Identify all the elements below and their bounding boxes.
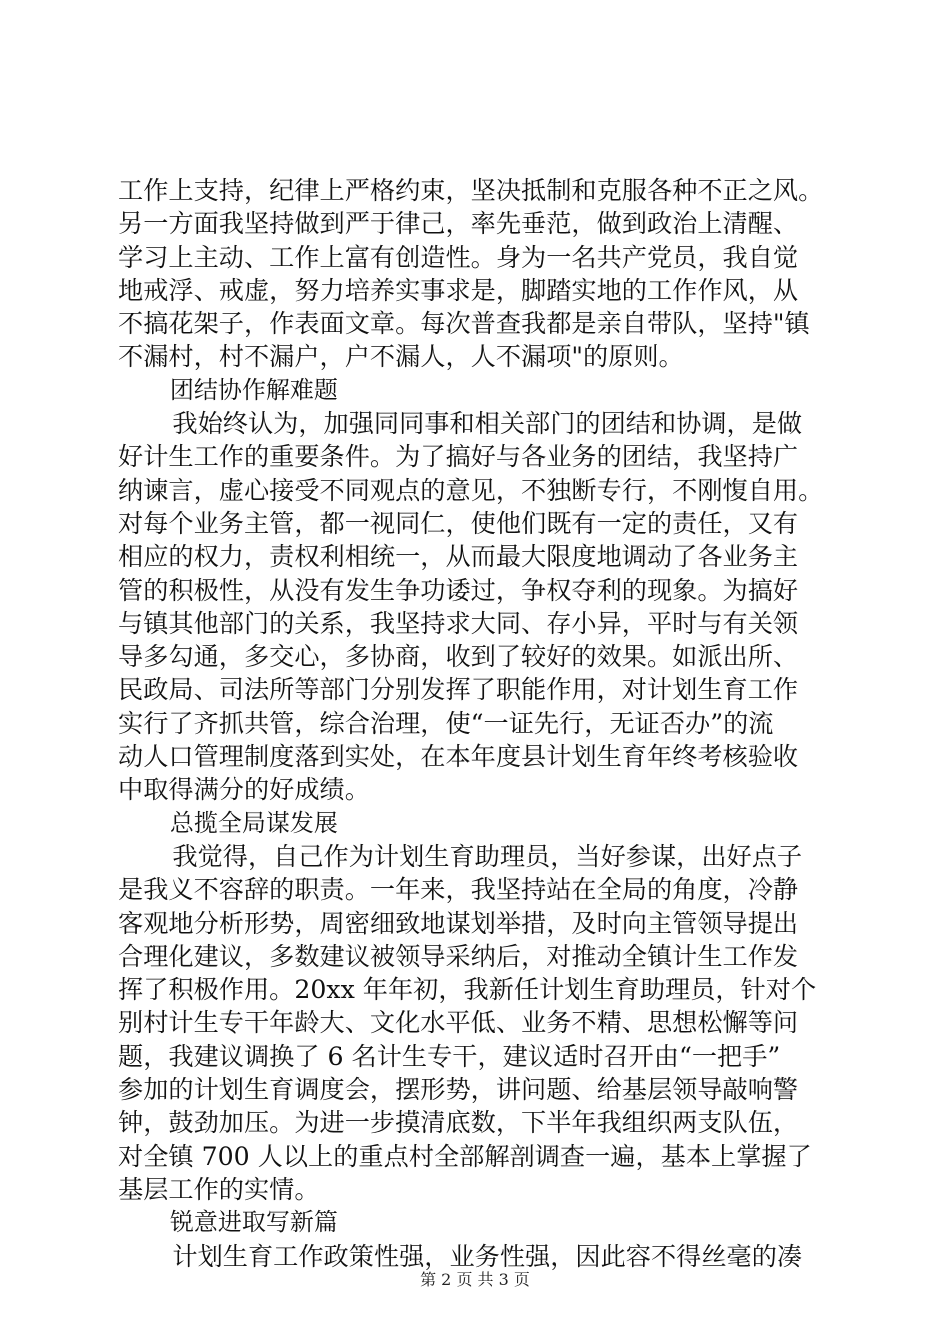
section-heading: 总揽全局谋发展 bbox=[169, 808, 338, 837]
text-line: 挥了积极作用。20xx 年年初，我新任计划生育助理员，针对个 bbox=[118, 975, 817, 1005]
text-line: 地戒浮、戒虚，努力培养实事求是，脚踏实地的工作作风，从 bbox=[118, 275, 799, 305]
text-line: 基层工作的实情。 bbox=[118, 1174, 320, 1204]
text-line: 好计生工作的重要条件。为了搞好与各业务的团结，我坚持广 bbox=[118, 442, 799, 472]
text-line: 我觉得，自己作为计划生育助理员，当好参谋，出好点子 bbox=[172, 841, 803, 871]
section-heading: 团结协作解难题 bbox=[169, 375, 338, 404]
text-line: 参加的计划生育调度会，摆形势，讲问题、给基层领导敲响警 bbox=[118, 1075, 799, 1105]
section-heading: 锐意进取写新篇 bbox=[169, 1208, 338, 1237]
text-line: 学习上主动、工作上富有创造性。身为一名共产党员，我自觉 bbox=[118, 242, 799, 272]
text-line: 客观地分析形势，周密细致地谋划举措，及时向主管领导提出 bbox=[118, 908, 799, 938]
body-text bbox=[118, 174, 838, 1273]
text-line: 是我义不容辞的职责。一年来，我坚持站在全局的角度，冷静 bbox=[118, 875, 799, 905]
text-line: 动人口管理制度落到实处，在本年度县计划生育年终考核验收 bbox=[118, 742, 799, 772]
text-line: 导多勾通，多交心，多协商，收到了较好的效果。如派出所、 bbox=[118, 642, 799, 672]
text-line: 民政局、司法所等部门分别发挥了职能作用，对计划生育工作 bbox=[118, 675, 799, 705]
page-footer: 第 2 页 共 3 页 bbox=[420, 1270, 530, 1289]
text-line: 对全镇 700 人以上的重点村全部解剖调查一遍，基本上掌握了 bbox=[118, 1141, 812, 1171]
text-line: 管的积极性，从没有发生争功诿过，争权夺利的现象。为搞好 bbox=[118, 575, 799, 605]
text-line: 合理化建议，多数建议被领导采纳后，对推动全镇计生工作发 bbox=[118, 941, 799, 971]
text-line: 工作上支持，纪律上严格约束，坚决抵制和克服各种不正之风。 bbox=[118, 176, 824, 205]
text-line: 别村计生专干年龄大、文化水平低、业务不精、思想松懈等问 bbox=[118, 1008, 799, 1038]
text-line: 计划生育工作政策性强，业务性强，因此容不得丝毫的凑 bbox=[172, 1241, 803, 1271]
text-line: 对每个业务主管，都一视同仁，使他们既有一定的责任，又有 bbox=[118, 508, 799, 538]
text-line: 纳谏言，虚心接受不同观点的意见，不独断专行，不刚愎自用。 bbox=[118, 475, 824, 505]
text-line: 钟，鼓劲加压。为进一步摸清底数，下半年我组织两支队伍， bbox=[118, 1108, 799, 1138]
text-line: 中取得满分的好成绩。 bbox=[118, 775, 370, 805]
text-line: 我始终认为，加强同同事和相关部门的团结和协调，是做 bbox=[172, 409, 803, 439]
text-line: 实行了齐抓共管，综合治理，使“一证先行，无证否办”的流 bbox=[118, 708, 774, 738]
text-line: 不漏村，村不漏户，户不漏人，人不漏项"的原则。 bbox=[118, 342, 684, 372]
text-line: 不搞花架子，作表面文章。每次普查我都是亲自带队，坚持"镇 bbox=[118, 309, 810, 339]
text-line: 另一方面我坚持做到严于律己，率先垂范，做到政治上清醒、 bbox=[118, 209, 799, 239]
text-line: 与镇其他部门的关系，我坚持求大同、存小异，平时与有关领 bbox=[118, 608, 799, 638]
text-line: 题，我建议调换了 6 名计生专干，建议适时召开由“一把手” bbox=[118, 1041, 781, 1071]
text-line: 相应的权力，责权利相统一，从而最大限度地调动了各业务主 bbox=[118, 542, 799, 572]
